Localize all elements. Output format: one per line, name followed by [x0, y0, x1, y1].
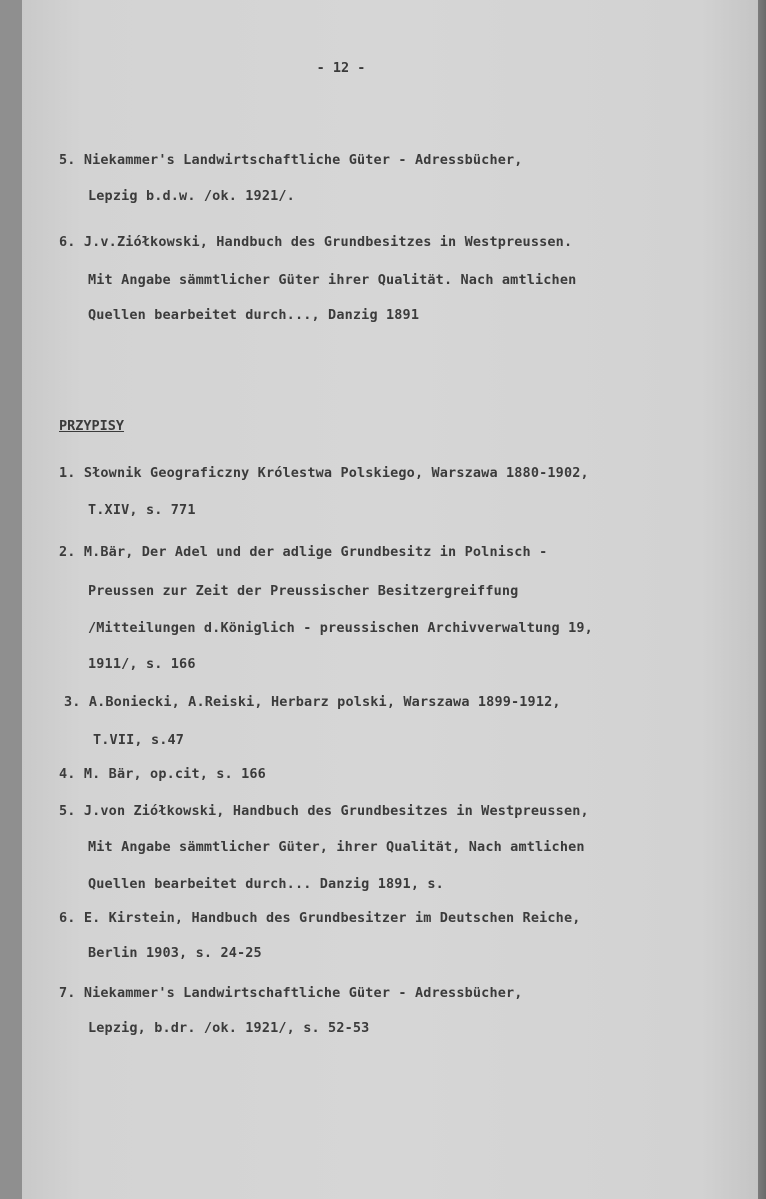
source-6-line-3: Quellen bearbeitet durch..., Danzig 1891 — [88, 307, 420, 323]
footnote-5-line-3: Quellen bearbeitet durch... Danzig 1891, s. — [88, 876, 444, 892]
footnote-2-line-3: /Mitteilungen d.Königlich - preussischen Archivverwaltung 19, — [88, 620, 593, 636]
source-5-line-1: 5. Niekammer's Landwirtschaftliche Güter - Adressbücher, — [59, 152, 523, 168]
footnote-2-line-2: Preussen zur Zeit der Preussischer Besitzergreiffung — [88, 583, 519, 599]
footnote-3-line-1: 3. A.Boniecki, A.Reiski, Herbarz polski, Warszawa 1899-1912, — [64, 694, 561, 710]
source-5-line-2: Lepzig b.d.w. /ok. 1921/. — [88, 188, 295, 204]
footnote-6-line-1: 6. E. Kirstein, Handbuch des Grundbesitzer im Deutschen Reiche, — [59, 910, 581, 926]
footnote-4-line-1: 4. M. Bär, op.cit, s. 166 — [59, 766, 266, 782]
footnote-3-line-2: T.VII, s.47 — [93, 732, 185, 748]
page-number: - 12 - — [316, 60, 366, 76]
source-6-line-1: 6. J.v.Ziółkowski, Handbuch des Grundbesitzes in Westpreussen. — [59, 234, 573, 250]
footnote-5-line-2: Mit Angabe sämmtlicher Güter, ihrer Qualität, Nach amtlichen — [88, 839, 585, 855]
footnote-1-line-1: 1. Słownik Geograficzny Królestwa Polskiego, Warszawa 1880-1902, — [59, 465, 589, 481]
footnote-1-line-2: T.XIV, s. 771 — [88, 502, 196, 518]
footnote-2-line-4: 1911/, s. 166 — [88, 656, 196, 672]
footnote-5-line-1: 5. J.von Ziółkowski, Handbuch des Grundbesitzes in Westpreussen, — [59, 803, 589, 819]
footnote-6-line-2: Berlin 1903, s. 24-25 — [88, 945, 262, 961]
footnote-7-line-2: Lepzig, b.dr. /ok. 1921/, s. 52-53 — [88, 1020, 370, 1036]
footnote-7-line-1: 7. Niekammer's Landwirtschaftliche Güter - Adressbücher, — [59, 985, 523, 1001]
source-6-line-2: Mit Angabe sämmtlicher Güter ihrer Qualität. Nach amtlichen — [88, 272, 577, 288]
page-shadow-edge — [758, 0, 766, 1199]
footnotes-heading: PRZYPISY — [59, 418, 125, 434]
footnote-2-line-1: 2. M.Bär, Der Adel und der adlige Grundbesitz in Polnisch - — [59, 544, 548, 560]
